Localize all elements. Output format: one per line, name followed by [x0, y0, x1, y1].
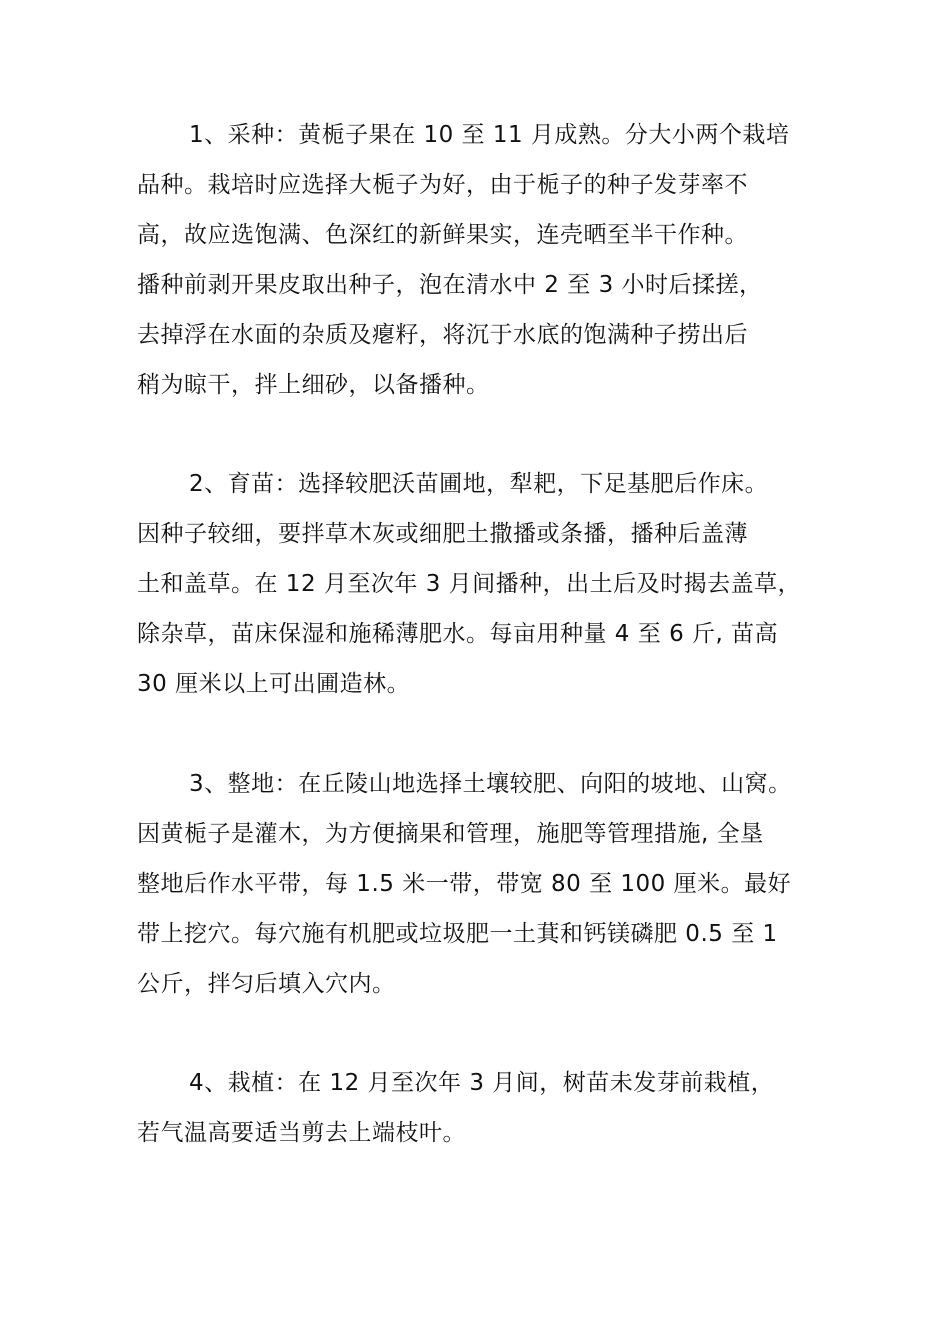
- text-line: 1、采种：黄栀子果在 10 至 11 月成熟。分大小两个栽培: [189, 122, 790, 148]
- paragraph-land-preparation: [137, 759, 837, 1009]
- paragraph-seed-collection: [137, 110, 837, 410]
- text-line: 30 厘米以上可出圃造林。: [137, 671, 411, 697]
- text-line: 若气温高要适当剪去上端枝叶。: [137, 1120, 466, 1146]
- paragraph-seedling-raising: [137, 459, 837, 709]
- paragraph-planting: [137, 1058, 837, 1158]
- text-line: 公斤，拌匀后填入穴内。: [137, 971, 396, 997]
- text-line: 3、整地：在丘陵山地选择土壤较肥、向阳的坡地、山窝。: [189, 771, 792, 797]
- text-line: 品种。栽培时应选择大栀子为好，由于栀子的种子发芽率不: [137, 172, 748, 198]
- text-line: 高，故应选饱满、色深红的新鲜果实，连壳晒至半干作种。: [137, 222, 748, 248]
- text-line: 带上挖穴。每穴施有机肥或垃圾肥一土萁和钙镁磷肥 0.5 至 1: [137, 921, 778, 947]
- text-line: 2、育苗：选择较肥沃苗圃地，犁耙，下足基肥后作床。: [189, 471, 769, 497]
- text-line: 因种子较细，要拌草木灰或细肥土撒播或条播，播种后盖薄: [137, 521, 748, 547]
- text-line: 稍为晾干，拌上细砂，以备播种。: [137, 372, 490, 398]
- text-line: 整地后作水平带，每 1.5 米一带，带宽 80 至 100 厘米。最好: [137, 871, 792, 897]
- text-line: 去掉浮在水面的杂质及瘪籽，将沉于水底的饱满种子捞出后: [137, 322, 748, 348]
- text-line: 4、栽植：在 12 月至次年 3 月间，树苗未发芽前栽植，: [189, 1070, 775, 1096]
- text-line: 因黄栀子是灌木，为方便摘果和管理，施肥等管理措施, 全垦: [137, 821, 764, 847]
- text-line: 播种前剥开果皮取出种子，泡在清水中 2 至 3 小时后揉搓，: [137, 272, 763, 298]
- text-line: 土和盖草。在 12 月至次年 3 月间播种，出土后及时揭去盖草，: [137, 571, 802, 597]
- text-line: 除杂草，苗床保湿和施稀薄肥水。每亩用种量 4 至 6 斤, 苗高: [137, 621, 779, 647]
